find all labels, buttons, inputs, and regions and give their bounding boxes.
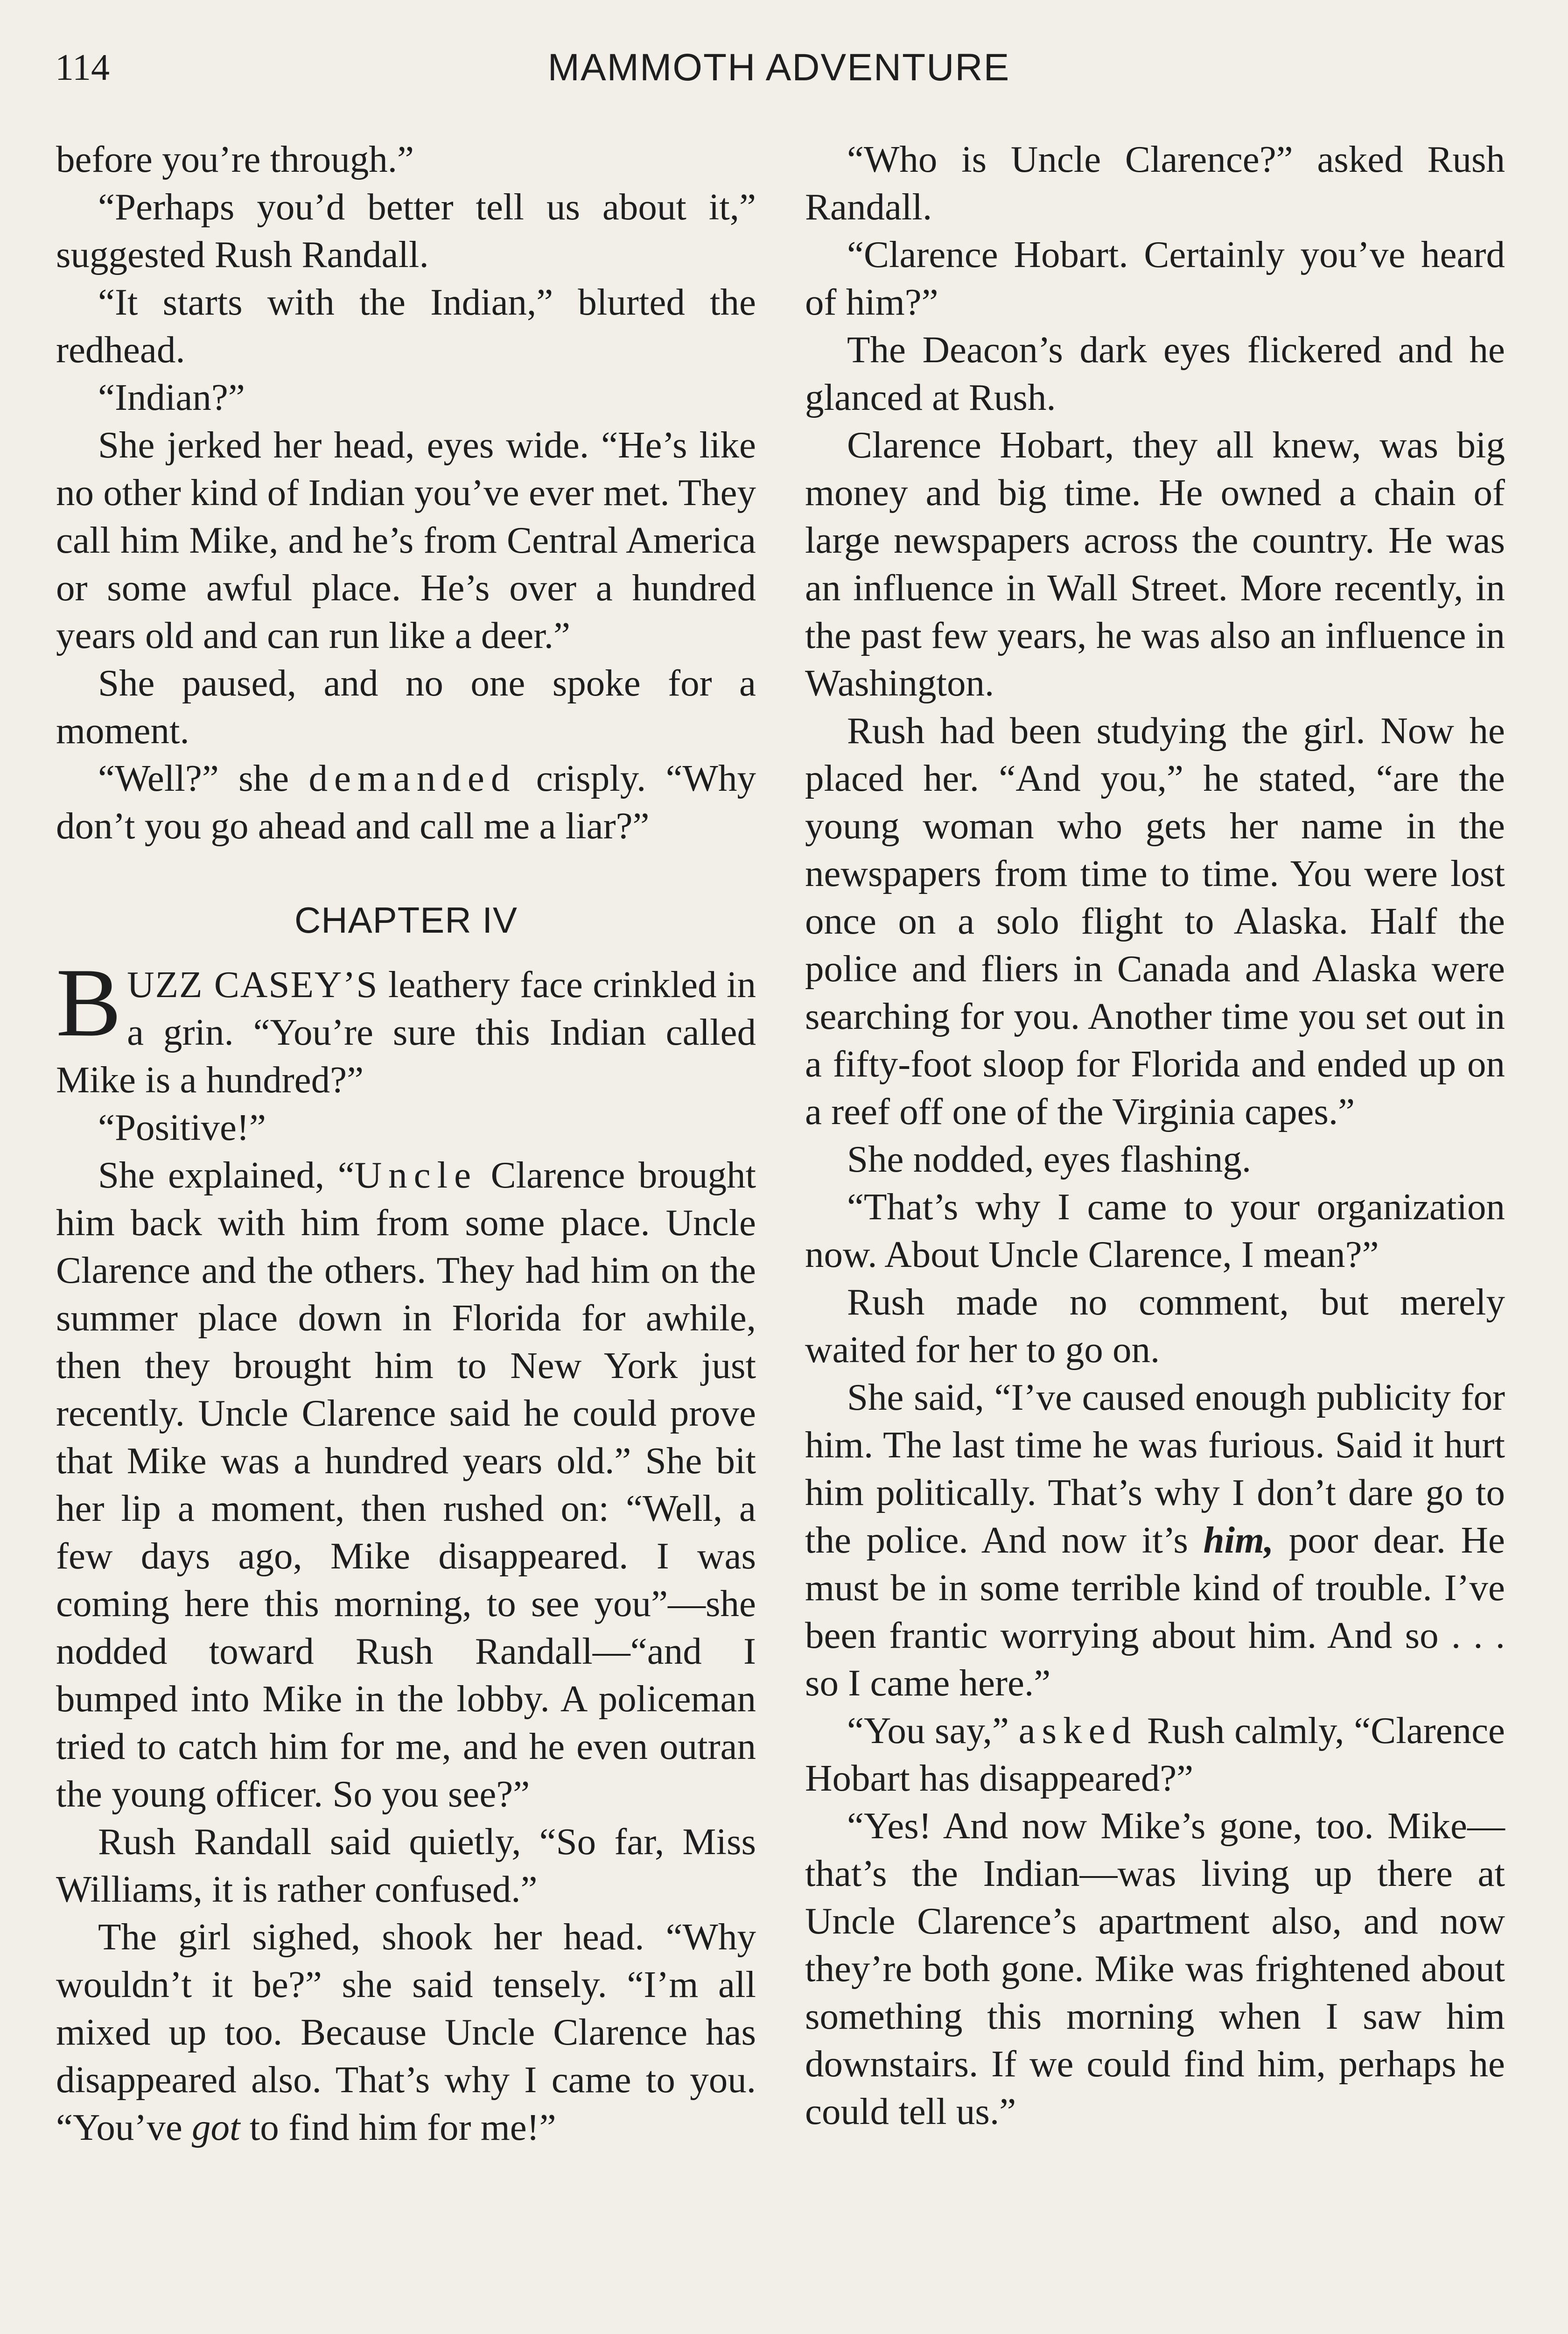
chapter-heading: CHAPTER IV <box>294 900 518 941</box>
paragraph: She said, “I’ve caused enough publicity for him. The last time he was furious. Said it hurt him politically. That’s why I don’t dare go to the police. And now it’s him, poor dear. He must be in some terrible kind of trouble. I’ve been frantic worrying about him. And so . . . so I came here.” <box>805 1376 1505 1704</box>
paragraph: She jerked her head, eyes wide. “He’s like no other kind of Indian you’ve ever met. They call him Mike, and he’s from Central America or some awful place. He’s over a hundred years old and can run like a deer.” <box>56 424 756 656</box>
paragraph: Rush made no comment, but merely waited for her to go on. <box>805 1281 1505 1371</box>
left-column <box>56 135 756 2151</box>
paragraph: The Deacon’s dark eyes flickered and he glanced at Rush. <box>805 329 1505 418</box>
paragraph: She paused, and no one spoke for a moment. <box>56 662 756 752</box>
right-column <box>805 135 1505 2135</box>
paragraph: Rush had been studying the girl. Now he placed her. “And you,” he stated, “are the young woman who gets her name in the newspapers from time to time. You were lost once on a solo flight to Alaska. Half the police and fliers in Canada and Alaska were searching for you. Another time you set out in a fifty-foot sloop for Florida and ended up on a reef off one of the Virginia capes.” <box>805 710 1505 1132</box>
paragraph: “You say,” asked Rush calmly, “Clarence Hobart has disappeared?” <box>805 1709 1505 1799</box>
paragraph: “It starts with the Indian,” blurted the redhead. <box>56 281 756 371</box>
running-head: MAMMOTH ADVENTURE <box>547 46 1010 89</box>
paragraph: “Indian?” <box>98 376 245 418</box>
paragraph: The girl sighed, shook her head. “Why wouldn’t it be?” she said tensely. “I’m all mixed up too. Because Uncle Clarence has disappeared also. That’s why I came to you. “You’ve got to find him for me!” <box>56 1916 756 2148</box>
paragraph: “Positive!” <box>98 1106 266 1148</box>
paragraph: Rush Randall said quietly, “So far, Miss Williams, it is rather confused.” <box>56 1821 756 1910</box>
paragraph: “Perhaps you’d better tell us about it,” suggested Rush Randall. <box>56 186 756 275</box>
page-header <box>55 42 1503 93</box>
paragraph: She explained, “Uncle Clarence brought him back with him from some place. Uncle Clarence and the others. They had him on the summer place down in Florida for awhile, then they brought him to New York just recently. Uncle Clarence said he could prove that Mike was a hundred years old.” She bit her lip a moment, then rushed on: “Well, a few days ago, Mike disappeared. I was coming here this morning, to see you”—she nodded toward Rush Randall—“and I bumped into Mike in the lobby. A policeman tried to catch him for me, and he even outran the young officer. So you see?” <box>56 1154 756 1815</box>
paragraph: “That’s why I came to your organization now. About Uncle Clarence, I mean?” <box>805 1186 1505 1275</box>
paragraph: She nodded, eyes flashing. <box>847 1138 1252 1180</box>
opening-paragraph: BUZZ CASEY’S leathery face crinkled in a grin. “You’re sure this Indian called Mike is a hundred?” <box>56 949 756 1101</box>
paragraph: “Yes! And now Mike’s gone, too. Mike—that’s the Indian—was living up there at Uncle Clarence’s apartment also, and now they’re both gone. Mike was frightened about something this morning when I saw him downstairs. If we could find him, perhaps he could tell us.” <box>805 1805 1505 2132</box>
drop-cap: B <box>56 949 122 1057</box>
paragraph: “Clarence Hobart. Certainly you’ve heard of him?” <box>805 233 1505 323</box>
page-number: 114 <box>55 47 110 88</box>
paragraph: before you’re through.” <box>56 138 414 180</box>
paragraph: Clarence Hobart, they all knew, was big money and big time. He owned a chain of large newspapers across the country. He was an influence in Wall Street. More recently, in the past few years, he was also an influence in Washington. <box>805 424 1505 704</box>
paragraph: “Who is Uncle Clarence?” asked Rush Randall. <box>805 138 1505 228</box>
paragraph: “Well?” she demanded crisply. “Why don’t you go ahead and call me a liar?” <box>56 757 756 847</box>
